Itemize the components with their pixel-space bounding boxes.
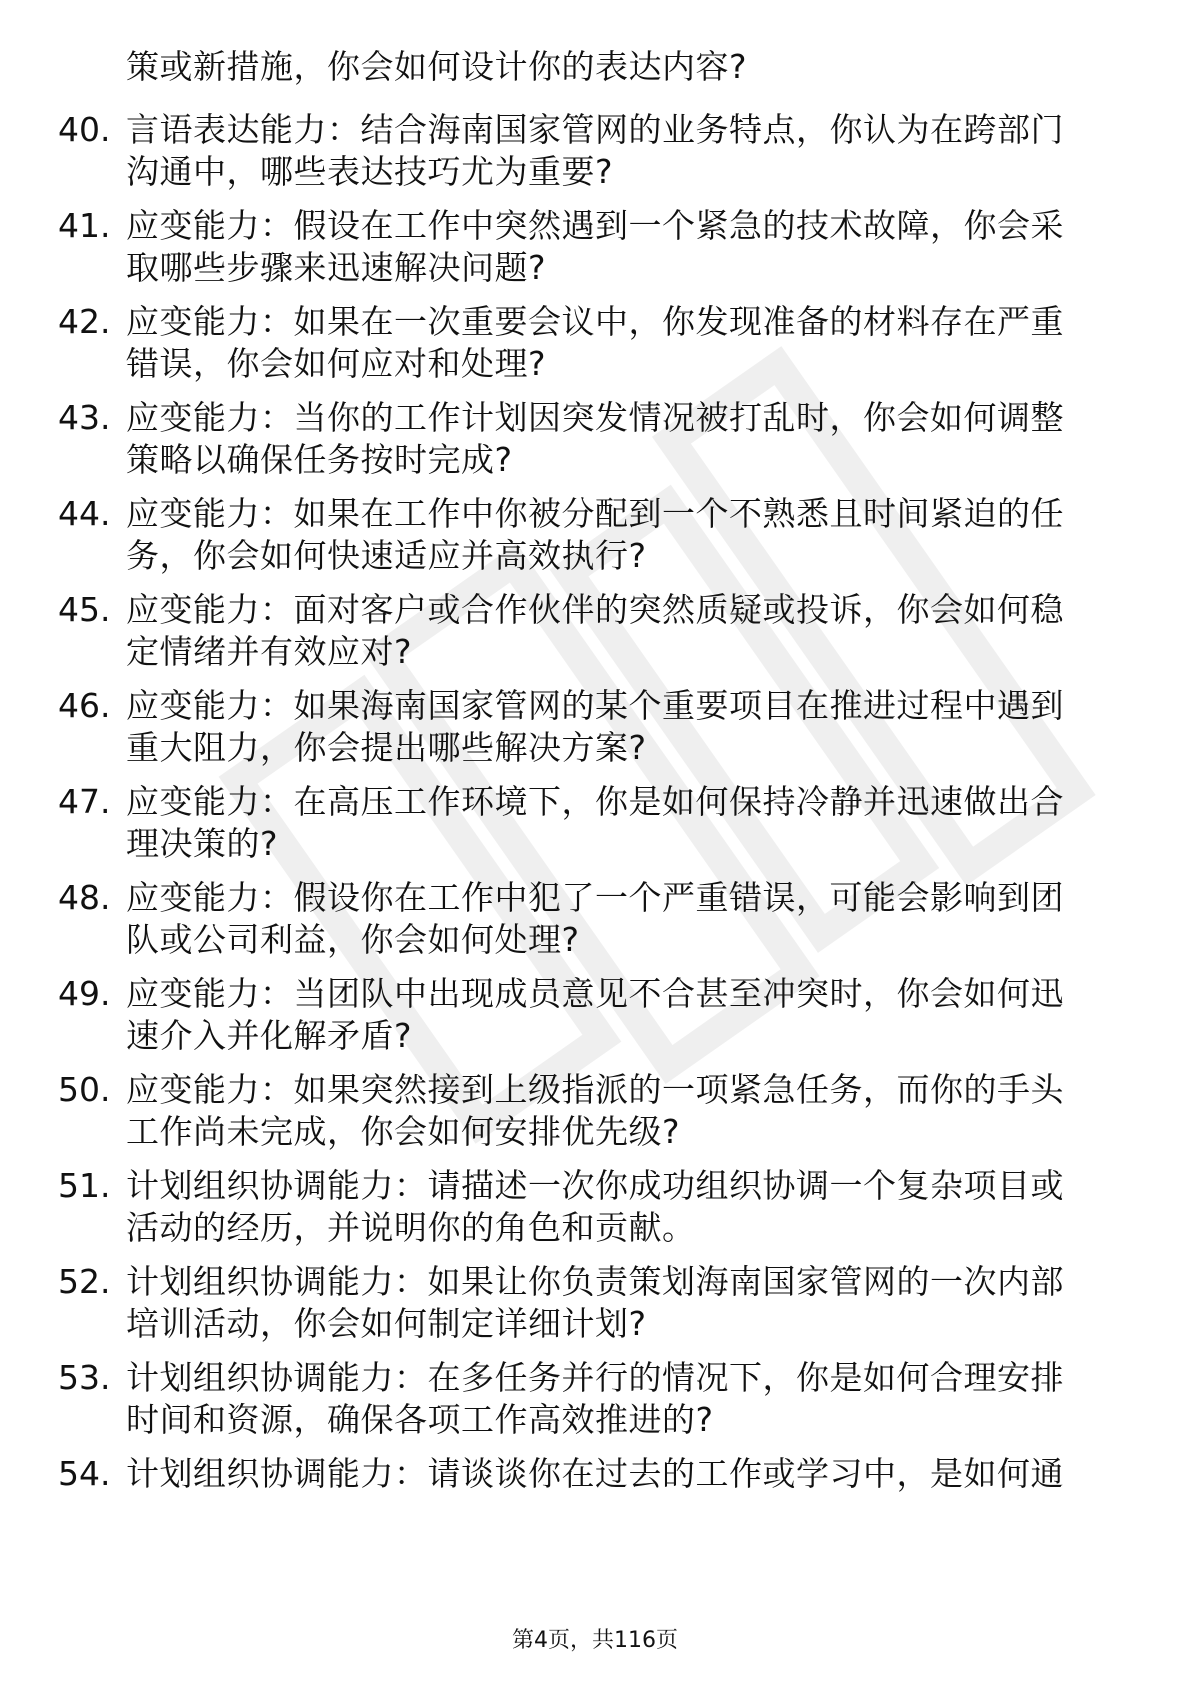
item-text-line1: 计划组织协调能力：请谈谈你在过去的工作或学习中，是如何通 <box>126 1454 1064 1493</box>
item-text-line1: 应变能力：假设在工作中突然遇到一个紧急的技术故障，你会采 <box>126 206 1064 245</box>
item-number: 43. <box>58 398 111 437</box>
item-number: 49. <box>58 974 111 1013</box>
item-text-line2: 队或公司利益，你会如何处理? <box>126 920 580 959</box>
item-text-line2: 重大阻力，你会提出哪些解决方案? <box>126 728 647 767</box>
item-text-line1: 应变能力：如果海南国家管网的某个重要项目在推进过程中遇到 <box>126 686 1064 725</box>
item-text-line2: 活动的经历，并说明你的角色和贡献。 <box>126 1208 696 1247</box>
item-text-line1: 应变能力：面对客户或合作伙伴的突然质疑或投诉，你会如何稳 <box>126 590 1064 629</box>
item-number: 46. <box>58 686 111 725</box>
continuation-line: 策或新措施，你会如何设计你的表达内容? <box>126 47 748 86</box>
item-text-line1: 应变能力：假设你在工作中犯了一个严重错误，可能会影响到团 <box>126 878 1064 917</box>
item-text-line2: 错误，你会如何应对和处理? <box>126 344 547 383</box>
item-text-line2: 沟通中，哪些表达技巧尤为重要? <box>126 152 614 191</box>
item-text-line1: 计划组织协调能力：请描述一次你成功组织协调一个复杂项目或 <box>126 1166 1064 1205</box>
item-text-line2: 理决策的? <box>126 824 279 863</box>
item-number: 52. <box>58 1262 111 1301</box>
item-text-line2: 培训活动，你会如何制定详细计划? <box>126 1304 647 1343</box>
item-text-line1: 计划组织协调能力：在多任务并行的情况下，你是如何合理安排 <box>126 1358 1064 1397</box>
item-number: 53. <box>58 1358 111 1397</box>
item-text-line2: 定情绪并有效应对? <box>126 632 413 671</box>
item-text-line2: 策略以确保任务按时完成? <box>126 440 513 479</box>
item-number: 41. <box>58 206 111 245</box>
item-text-line2: 时间和资源，确保各项工作高效推进的? <box>126 1400 714 1439</box>
item-text-line1: 应变能力：如果突然接到上级指派的一项紧急任务，而你的手头 <box>126 1070 1064 1109</box>
page-footer: 第4页，共116页 <box>512 1628 678 1653</box>
item-number: 47. <box>58 782 111 821</box>
item-text-line2: 取哪些步骤来迅速解决问题? <box>126 248 547 287</box>
item-number: 44. <box>58 494 111 533</box>
item-text-line1: 应变能力：当团队中出现成员意见不合甚至冲突时，你会如何迅 <box>126 974 1064 1013</box>
item-number: 40. <box>58 110 111 149</box>
item-text-line2: 速介入并化解矛盾? <box>126 1016 413 1055</box>
item-number: 54. <box>58 1454 111 1493</box>
item-text-line1: 计划组织协调能力：如果让你负责策划海南国家管网的一次内部 <box>126 1262 1064 1301</box>
item-number: 51. <box>58 1166 111 1205</box>
item-text-line2: 工作尚未完成，你会如何安排优先级? <box>126 1112 681 1151</box>
item-number: 45. <box>58 590 111 629</box>
item-text-line2: 务，你会如何快速适应并高效执行? <box>126 536 647 575</box>
item-number: 48. <box>58 878 111 917</box>
item-text-line1: 应变能力：如果在工作中你被分配到一个不熟悉且时间紧迫的任 <box>126 494 1064 533</box>
item-text-line1: 应变能力：如果在一次重要会议中，你发现准备的材料存在严重 <box>126 302 1064 341</box>
item-text-line1: 应变能力：当你的工作计划因突发情况被打乱时，你会如何调整 <box>126 398 1064 437</box>
item-number: 42. <box>58 302 111 341</box>
item-text-line1: 言语表达能力：结合海南国家管网的业务特点，你认为在跨部门 <box>126 110 1064 149</box>
item-number: 50. <box>58 1070 111 1109</box>
item-text-line1: 应变能力：在高压工作环境下，你是如何保持冷静并迅速做出合 <box>126 782 1064 821</box>
